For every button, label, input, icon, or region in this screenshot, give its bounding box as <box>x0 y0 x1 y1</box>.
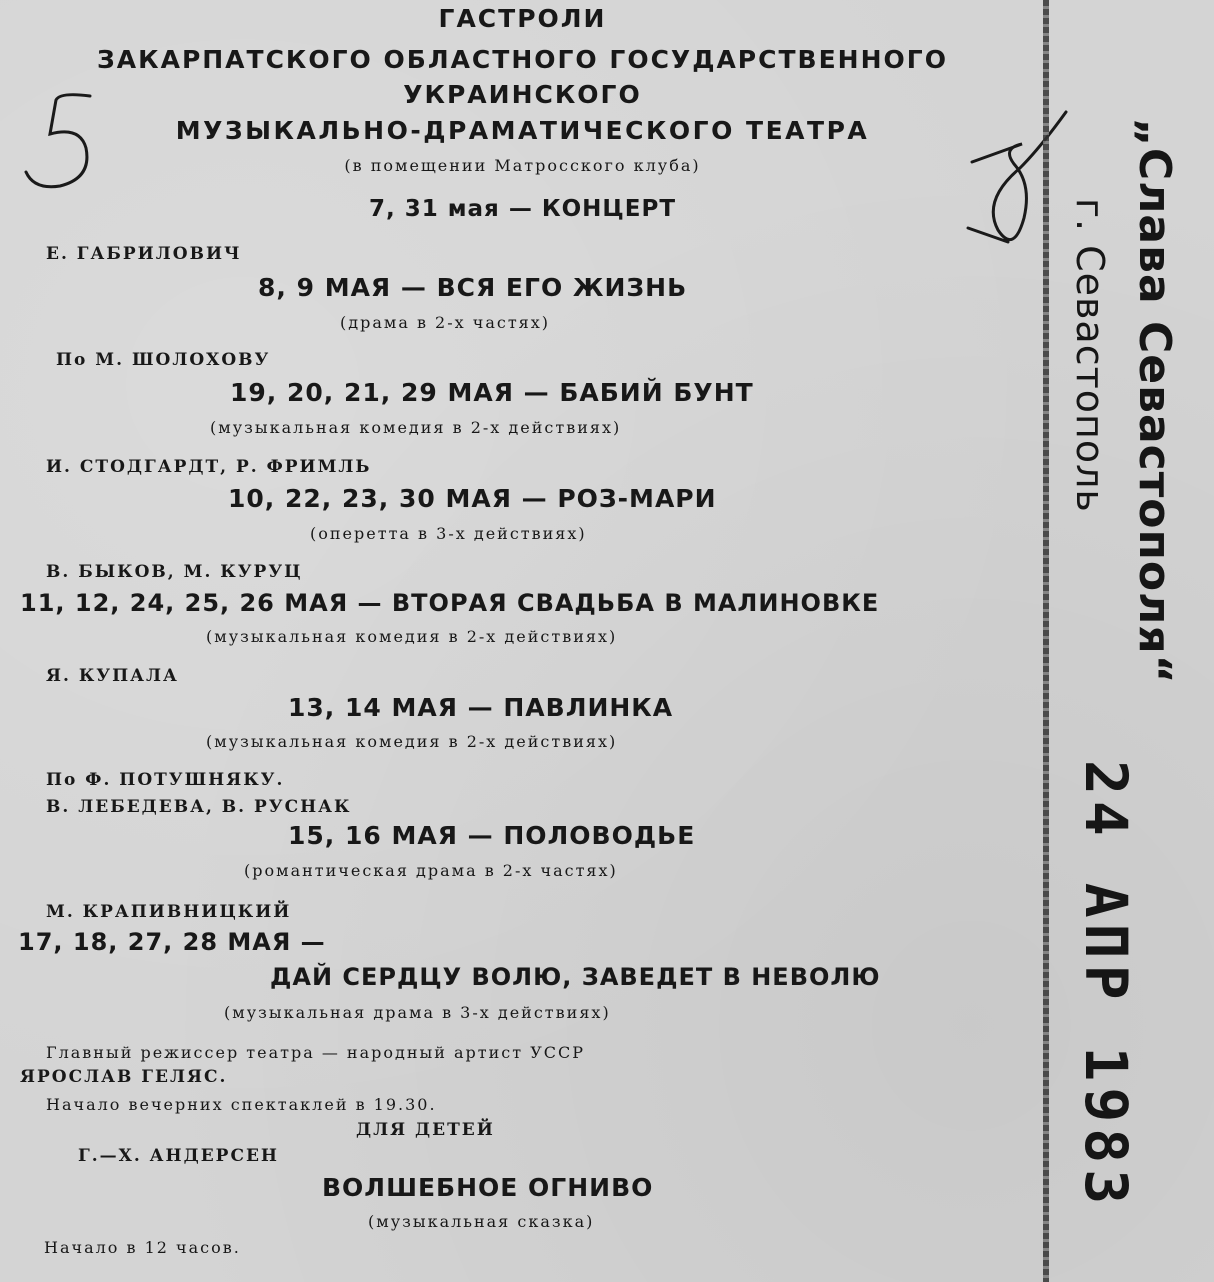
header-line-4: МУЗЫКАЛЬНО-ДРАМАТИЧЕСКОГО ТЕАТРА <box>175 116 870 145</box>
item-genre: (музыкальная драма в 3-х действиях) <box>224 1003 611 1022</box>
item-author: Я. КУПАЛА <box>46 666 179 686</box>
item-author: М. КРАПИВНИЦКИЙ <box>46 902 292 922</box>
item-title: 10, 22, 23, 30 МАЯ — РОЗ-МАРИ <box>228 484 717 513</box>
item-title: ДАЙ СЕРДЦУ ВОЛЮ, ЗАВЕДЕТ В НЕВОЛЮ <box>270 963 881 991</box>
item-title: 11, 12, 24, 25, 26 МАЯ — ВТОРАЯ СВАДЬБА В МАЛИНОВКЕ <box>20 589 880 617</box>
stamp-city: г. Севастополь <box>1068 198 1112 513</box>
item-title: 8, 9 МАЯ — ВСЯ ЕГО ЖИЗНЬ <box>258 273 688 302</box>
director-name: ЯРОСЛАВ ГЕЛЯС. <box>20 1067 228 1087</box>
header-line-1: ГАСТРОЛИ <box>438 4 607 33</box>
header-line-3: УКРАИНСКОГО <box>403 80 642 109</box>
kids-start: Начало в 12 часов. <box>44 1238 241 1257</box>
stamp-date: 24 АПР 1983 <box>1072 760 1140 1211</box>
item-genre: (музыкальная комедия в 2-х действиях) <box>210 418 622 437</box>
item-genre: (музыкальная комедия в 2-х действиях) <box>206 732 618 751</box>
item-title: 19, 20, 21, 29 МАЯ — БАБИЙ БУНТ <box>230 378 754 407</box>
children-heading: ДЛЯ ДЕТЕЙ <box>356 1120 495 1140</box>
item-dates: 17, 18, 27, 28 МАЯ — <box>18 928 326 956</box>
item-author-2: В. ЛЕБЕДЕВА, В. РУСНАК <box>46 797 352 817</box>
handwritten-mark-left <box>20 86 100 196</box>
kids-author: Г.—Х. АНДЕРСЕН <box>78 1146 279 1166</box>
item-title: 13, 14 МАЯ — ПАВЛИНКА <box>288 693 674 722</box>
item-genre: (драма в 2-х частях) <box>340 313 551 332</box>
item-author: Е. ГАБРИЛОВИЧ <box>46 244 242 264</box>
header-line-2: ЗАКАРПАТСКОГО ОБЛАСТНОГО ГОСУДАРСТВЕННОГО <box>97 45 948 74</box>
item-author: По Ф. ПОТУШНЯКУ. <box>46 770 285 790</box>
evening-start: Начало вечерних спектаклей в 19.30. <box>46 1095 437 1114</box>
item-title: 7, 31 мая — КОНЦЕРТ <box>368 196 677 222</box>
item-genre: (романтическая драма в 2-х частях) <box>244 861 618 880</box>
item-author: И. СТОДГАРДТ, Р. ФРИМЛЬ <box>46 457 372 477</box>
stamp-newspaper-name: „Слава Севастополя“ <box>1129 118 1180 685</box>
kids-genre: (музыкальная сказка) <box>368 1212 595 1231</box>
director-line: Главный режиссер театра — народный артист УССР <box>46 1043 586 1062</box>
item-genre: (оперетта в 3-х действиях) <box>310 524 587 543</box>
item-author: В. БЫКОВ, М. КУРУЦ <box>46 562 303 582</box>
item-author: По М. ШОЛОХОВУ <box>56 350 271 370</box>
kids-title: ВОЛШЕБНОЕ ОГНИВО <box>322 1173 654 1202</box>
item-title: 15, 16 МАЯ — ПОЛОВОДЬЕ <box>288 821 696 850</box>
venue-note: (в помещении Матросского клуба) <box>344 156 701 175</box>
item-genre: (музыкальная комедия в 2-х действиях) <box>206 627 618 646</box>
